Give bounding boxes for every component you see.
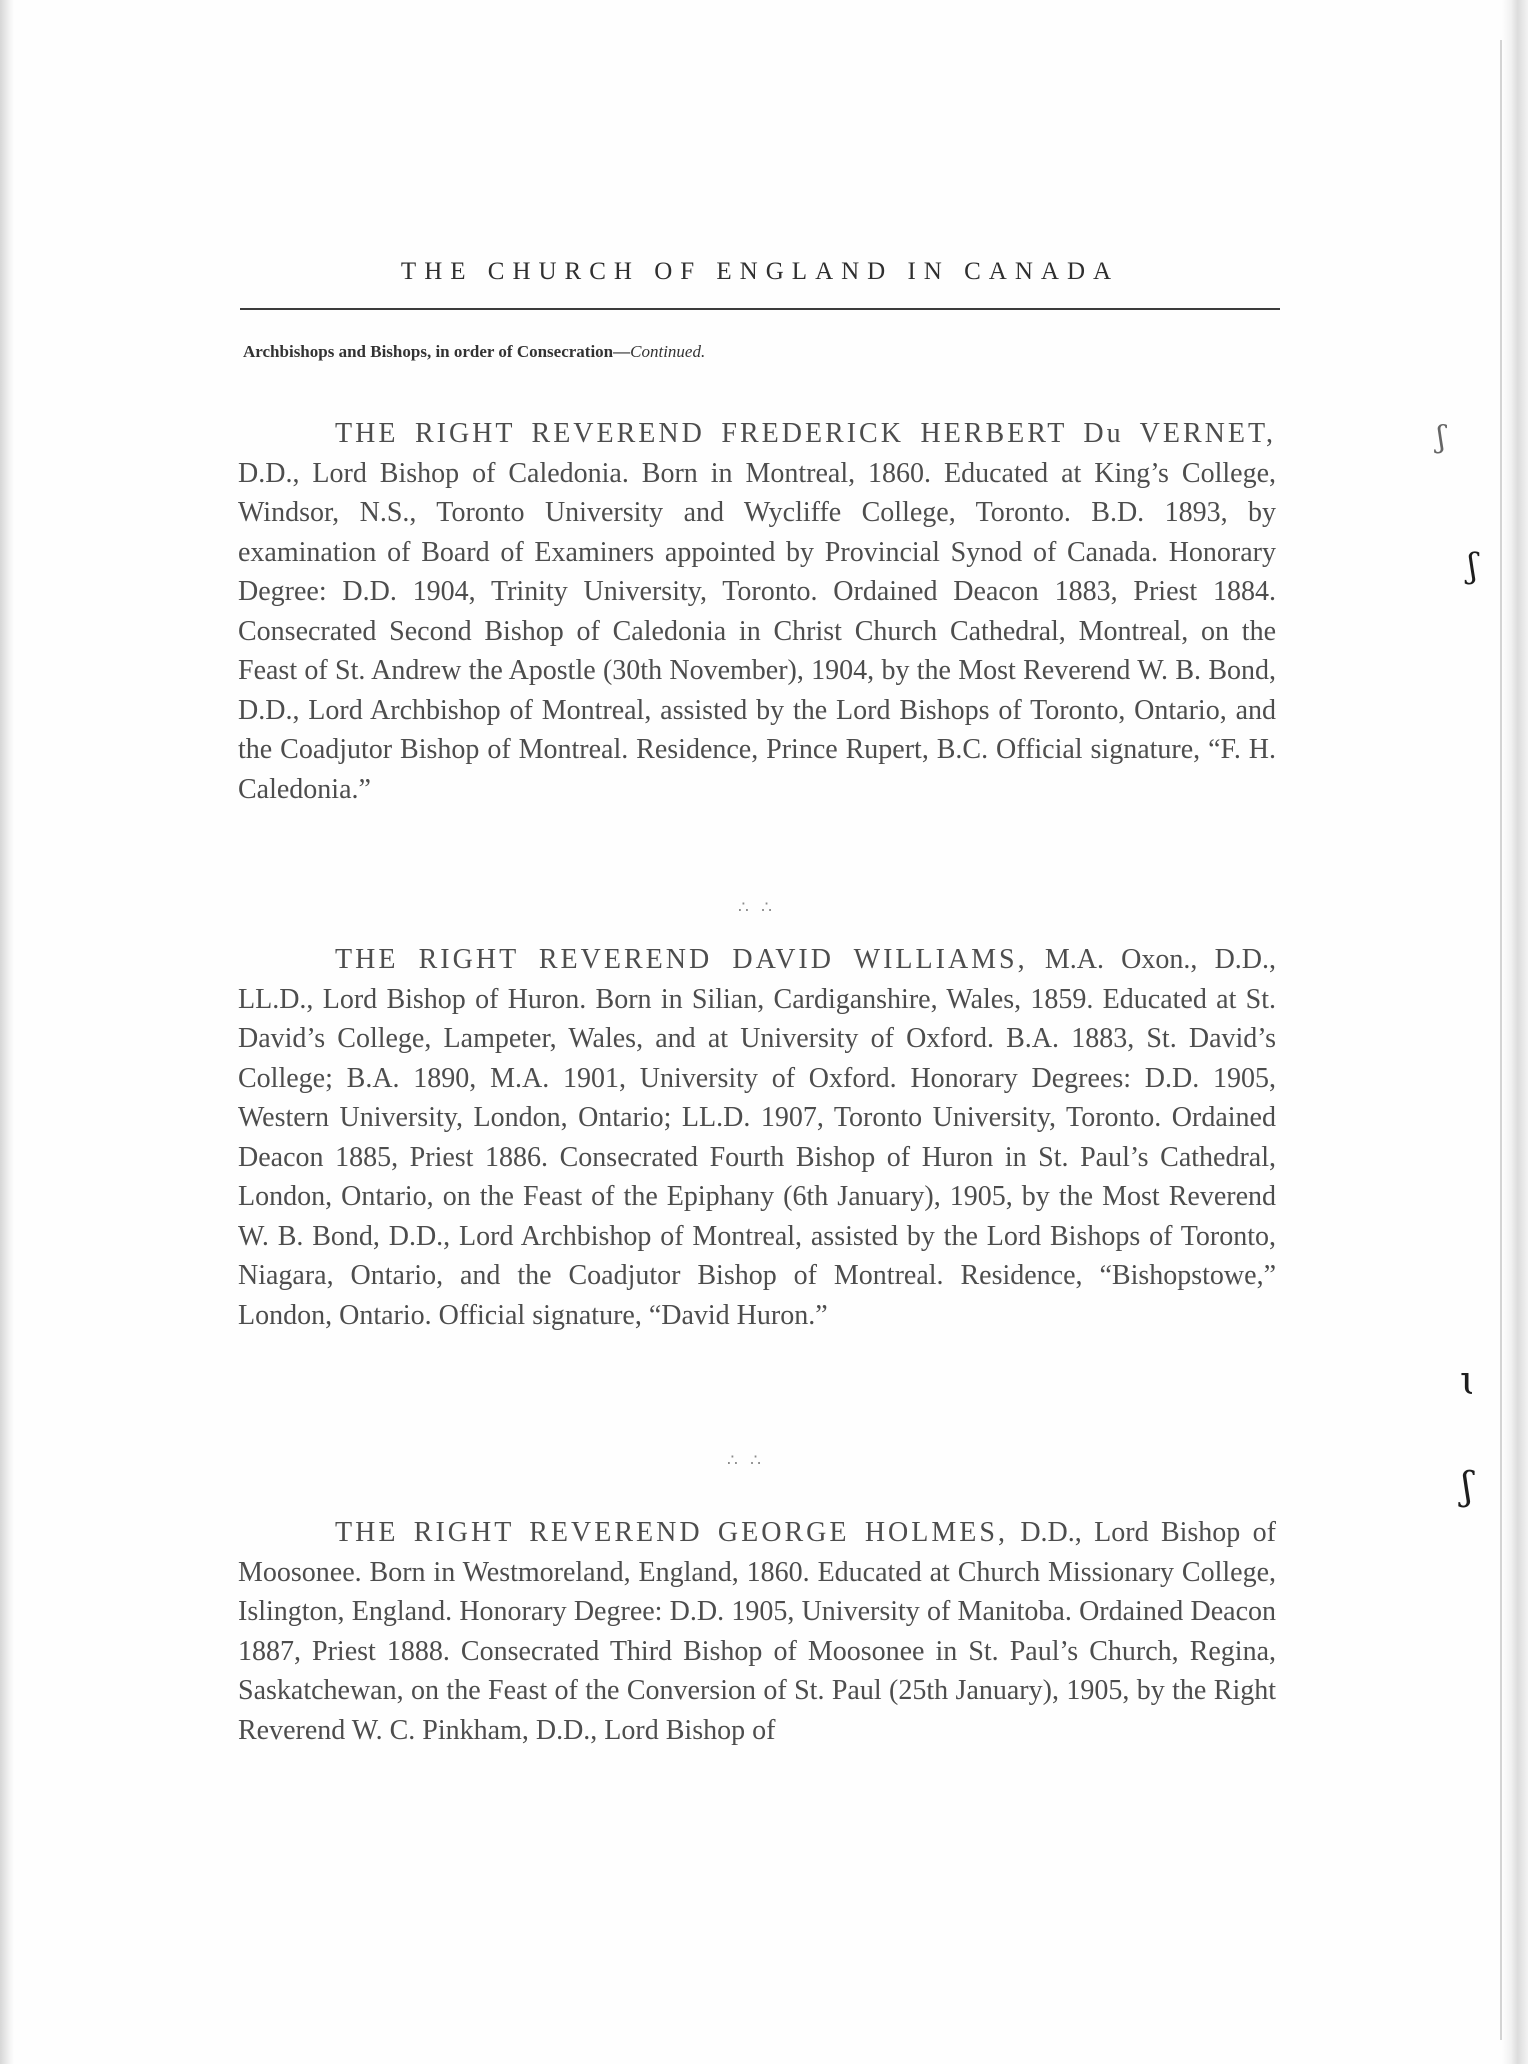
- bishop-entry-williams: [238, 940, 1276, 1335]
- section-note: [243, 342, 1143, 362]
- margin-blemish-mark: ʃ: [1468, 546, 1478, 586]
- running-head: THE CHURCH OF ENGLAND IN CANADA: [400, 258, 1120, 285]
- margin-blemish-mark: ʃ: [1437, 420, 1446, 455]
- entry-body: D.D., Lord Bishop of Caledonia. Born in Montreal, 1860. Educated at King’s College, Windsor, N.S., Toronto University and Wycliffe College, Toronto. B.D. 1893, by examination of Board of Examiners appointed by Provincial Synod of Canada. Honorary Degree: D.D. 1904, Trinity University, Toronto. Ordained Deacon 1883, Priest 1884. Consecrated Second Bishop of Caledonia in Christ Church Cathedral, Montreal, on the Feast of St. Andrew the Apostle (30th November), 1904, by the Most Reverend W. B. Bond, D.D., Lord Archbishop of Montreal, assisted by the Lord Bishops of Toronto, Ontario, and the Coadjutor Bishop of Montreal. Residence, Prince Rupert, B.C. Official signature, “F. H. Caledonia.”: [238, 457, 1276, 805]
- entry-body: D.D., Lord Bishop of Moosonee. Born in Westmoreland, England, 1860. Educated at Church Missionary College, Islington, England. Honorary Degree: D.D. 1905, University of Manitoba. Ordained Deacon 1887, Priest 1888. Consecrated Third Bishop of Moosonee in St. Paul’s Church, Regina, Saskatchewan, on the Feast of the Conversion of St. Paul (25th January), 1905, by the Right Reverend W. C. Pinkham, D.D., Lord Bishop of: [238, 1517, 1276, 1746]
- margin-blemish-mark: ɩ: [1460, 1358, 1476, 1404]
- entry-title: THE RIGHT REVEREND DAVID WILLIAMS,: [335, 944, 1028, 975]
- entry-title: THE RIGHT REVEREND GEORGE HOLMES,: [335, 1517, 1008, 1548]
- section-separator-ornament: ∴ ∴: [727, 1451, 765, 1470]
- section-separator-ornament: ∴ ∴: [738, 898, 776, 917]
- page-left-edge-shadow: [0, 0, 14, 2064]
- bishop-entry-holmes: [238, 1513, 1276, 1750]
- section-note-continued: Continued.: [630, 342, 706, 361]
- page-right-edge-shadow: [1502, 0, 1528, 2064]
- header-rule: [240, 308, 1280, 310]
- margin-blemish-mark: ʃ: [1462, 1464, 1473, 1508]
- section-note-text: Archbishops and Bishops, in order of Consecration—: [243, 342, 631, 361]
- entry-title: THE RIGHT REVEREND FREDERICK HERBERT Du VERNET,: [335, 418, 1276, 449]
- bishop-entry-du-vernet: [238, 414, 1276, 809]
- entry-body: M.A. Oxon., D.D., LL.D., Lord Bishop of Huron. Born in Silian, Cardiganshire, Wales, 1859. Educated at St. David’s College, Lampeter, Wales, and at University of Oxford. B.A. 1883, St. David’s College; B.A. 1890, M.A. 1901, University of Oxford. Honorary Degrees: D.D. 1905, Western University, London, Ontario; LL.D. 1907, Toronto University, Toronto. Ordained Deacon 1885, Priest 1886. Consecrated Fourth Bishop of Huron in St. Paul’s Cathedral, London, Ontario, on the Feast of the Epiphany (6th January), 1905, by the Most Reverend W. B. Bond, D.D., Lord Archbishop of Montreal, assisted by the Lord Bishops of Toronto, Niagara, Ontario, and the Coadjutor Bishop of Montreal. Residence, “Bishopstowe,” London, Ontario. Official signature, “David Huron.”: [238, 944, 1277, 1331]
